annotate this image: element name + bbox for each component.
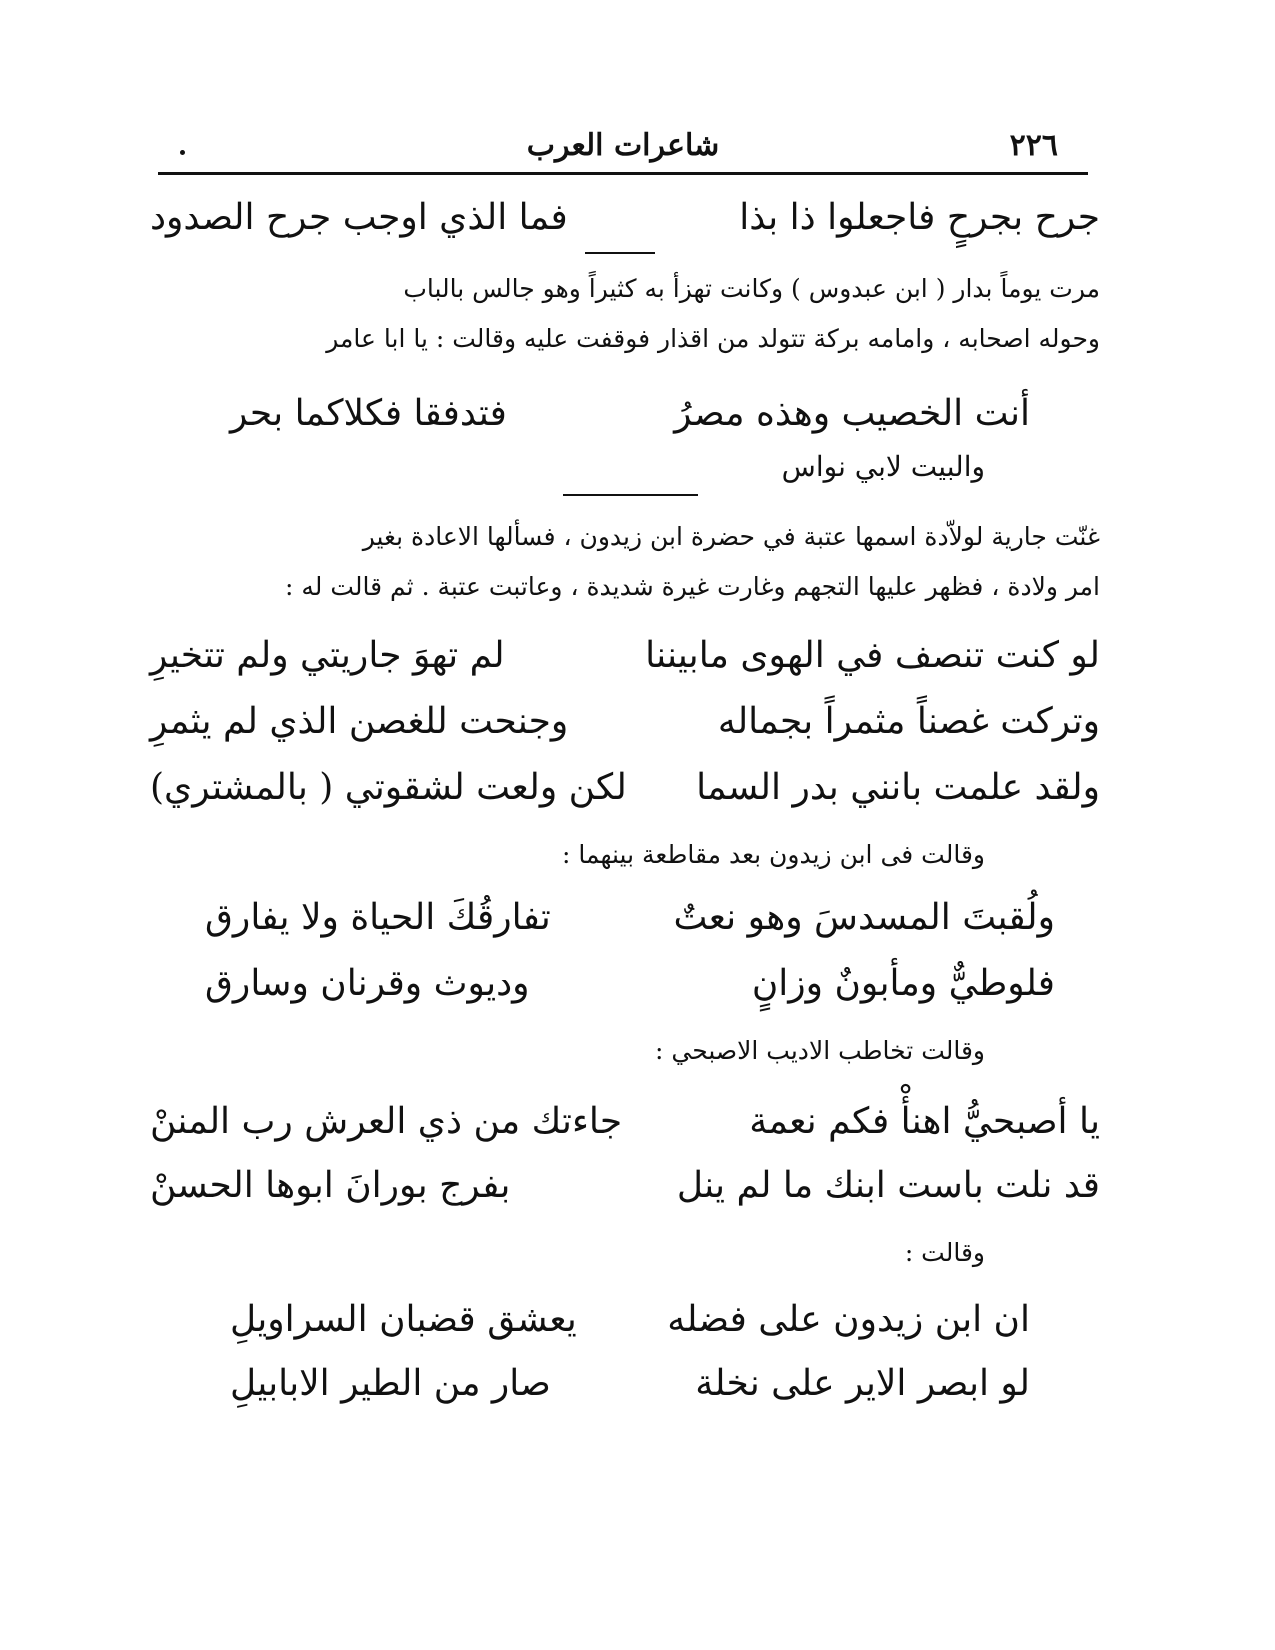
verse-hemistich-left: فما الذي اوجب جرح الصدود (150, 197, 568, 238)
verse-hemistich-left: تفارقُكَ الحياة ولا يفارق (205, 897, 551, 938)
running-title: شاعرات العرب (526, 128, 720, 163)
verse-hemistich-right: فلوطيٌّ ومأبونٌ وزانٍ (751, 963, 1055, 1004)
attribution: والبيت لابي نواس (781, 450, 985, 483)
verse-hemistich-left: فتدفقا فكلاكما بحر (230, 393, 507, 434)
underline-mark (585, 252, 655, 254)
section-separator (563, 494, 698, 496)
verse-hemistich-right: لو ابصر الاير على نخلة (695, 1363, 1030, 1404)
page-header (158, 128, 1088, 168)
verse-hemistich-right: ان ابن زيدون على فضله (667, 1299, 1030, 1340)
verse-hemistich-left: يعشق قضبان السراويلِ (230, 1299, 577, 1340)
verse-hemistich-right: ولقد علمت بانني بدر السما (696, 767, 1100, 808)
verse-hemistich-left: لم تهوَ جاريتي ولم تتخيرِ (150, 635, 505, 676)
header-rule (158, 172, 1088, 175)
intro-line: وقالت فى ابن زيدون بعد مقاطعة بينهما : (562, 840, 985, 869)
verse-hemistich-right: ولُقبتَ المسدسَ وهو نعتٌ (673, 897, 1055, 938)
verse-hemistich-left: لكن ولعت لشقوتي ( بالمشتري) (150, 767, 627, 808)
prose-line: وحوله اصحابه ، وامامه بركة تتولد من اقذار فوقفت عليه وقالت : يا ابا عامر (326, 324, 1100, 353)
verse-hemistich-right: لو كنت تنصف في الهوى مابيننا (645, 635, 1100, 676)
intro-line: وقالت : (904, 1238, 985, 1267)
verse-hemistich-left: صار من الطير الابابيلِ (230, 1363, 551, 1404)
verse-hemistich-left: وجنحت للغصن الذي لم يثمرِ (150, 701, 569, 742)
prose-line: مرت يوماً بدار ( ابن عبدوس ) وكانت تهزأ به كثيراً وهو جالس بالباب (403, 274, 1100, 303)
verse-hemistich-left: جاءتك من ذي العرش رب المننْ (150, 1101, 623, 1142)
verse-hemistich-left: وديوث وقرنان وسارق (205, 963, 530, 1004)
verse-hemistich-right: أنت الخصيب وهذه مصرُ (674, 393, 1030, 434)
verse-hemistich-right: وتركت غصناً مثمراً بجماله (717, 701, 1100, 742)
verse-hemistich-right: قد نلت باست ابنك ما لم ينل (676, 1165, 1100, 1206)
verse-hemistich-right: جرح بجرحٍ فاجعلوا ذا بذا (739, 197, 1100, 238)
header-dot (180, 150, 185, 155)
prose-line: امر ولادة ، فظهر عليها التجهم وغارت غيرة شديدة ، وعاتبت عتبة . ثم قالت له : (285, 572, 1100, 601)
prose-line: غنّت جارية لولاّدة اسمها عتبة في حضرة ابن زيدون ، فسألها الاعادة بغير (362, 522, 1100, 551)
page-number: ٢٢٦ (1009, 128, 1058, 163)
verse-hemistich-left: بفرج بورانَ ابوها الحسنْ (150, 1165, 511, 1206)
intro-line: وقالت تخاطب الاديب الاصبحي : (655, 1036, 985, 1065)
verse-hemistich-right: يا أصبحيُّ اهنأْ فكم نعمة (749, 1101, 1100, 1142)
